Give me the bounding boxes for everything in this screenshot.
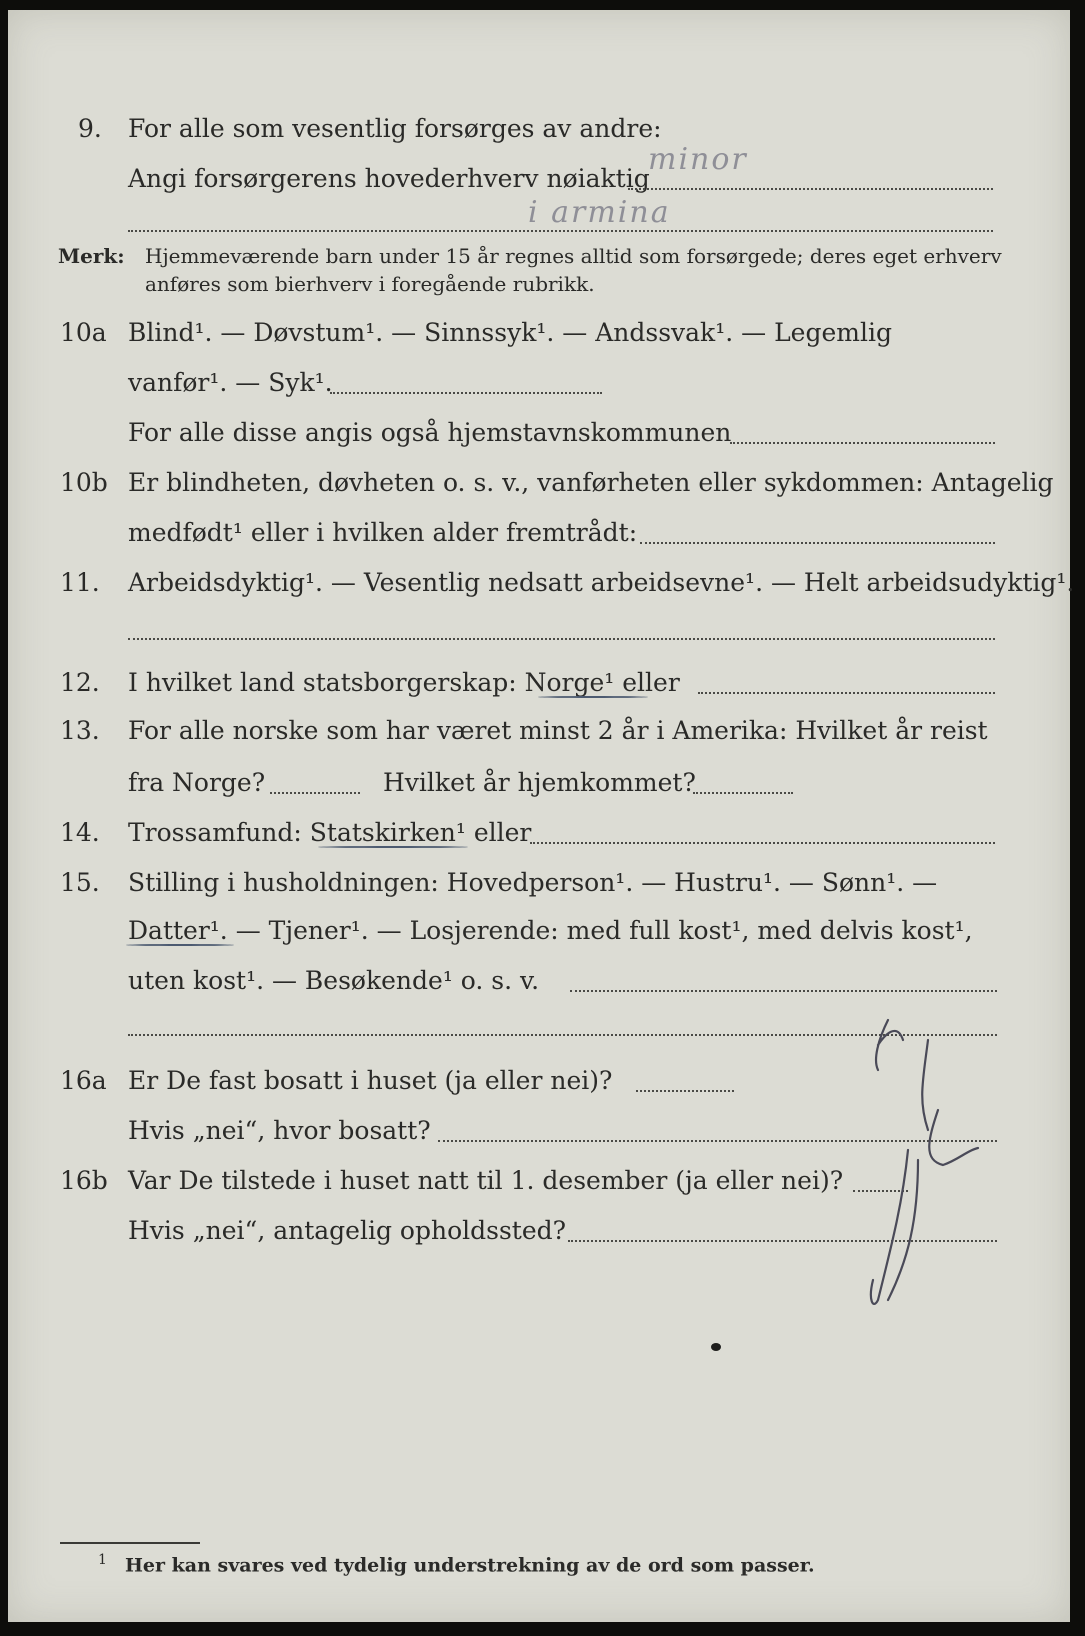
q14-answer-line[interactable] — [530, 842, 995, 844]
footnote — [98, 1552, 815, 1576]
q10b-answer-line[interactable] — [640, 542, 995, 544]
q15-text2: Datter¹. — Tjener¹. — Losjerende: med full kost¹, med delvis kost¹, — [128, 916, 973, 945]
footnote-rule — [60, 1542, 200, 1544]
q12-underline-mark — [538, 696, 648, 698]
footnote-text: Her kan svares ved tydelig understrekning av de ord som passer. — [124, 1554, 815, 1577]
q10b-number: 10b — [60, 468, 108, 497]
q12-number: 12. — [60, 668, 100, 697]
q9-line2 — [8, 158, 1070, 198]
q13-text2a: fra Norge? — [128, 768, 266, 797]
q13-text2b: Hvilket år hjemkommet? — [383, 768, 696, 797]
ink-dot — [711, 1343, 721, 1351]
q13-number: 13. — [60, 716, 100, 745]
q13-line1 — [8, 710, 1070, 750]
q10a-text2: vanfør¹. — Syk¹. — [128, 368, 333, 397]
q15-line3 — [8, 960, 1070, 1000]
q16a-answer-line[interactable] — [636, 1090, 734, 1092]
q9-number: 9. — [78, 114, 102, 143]
q11-line1 — [8, 562, 1075, 602]
q9-handwriting-2: i armina — [528, 195, 671, 230]
q16a-text1: Er De fast bosatt i huset (ja eller nei)? — [128, 1066, 613, 1095]
q10a-text3: For alle disse angis også hjemstavnskommunen — [128, 418, 732, 447]
q15-text3: uten kost¹. — Besøkende¹ o. s. v. — [128, 966, 540, 995]
q10a-answer-line[interactable] — [330, 392, 602, 394]
q9-line1 — [8, 108, 1070, 148]
footnote-mark: 1 — [98, 1552, 107, 1568]
q9-answer-line[interactable] — [628, 188, 993, 190]
census-form-page — [8, 10, 1075, 1622]
merk-line2 — [8, 266, 1070, 306]
q10b-line2 — [8, 512, 1070, 552]
q16a-text2: Hvis „nei“, hvor bosatt? — [128, 1116, 431, 1145]
q13-reist-answer-line[interactable] — [270, 792, 360, 794]
q9-handwriting-1: minor — [648, 142, 748, 177]
q9-text1: For alle som vesentlig forsørges av andre: — [128, 114, 662, 143]
q16b-text1: Var De tilstede i huset natt til 1. desember (ja eller nei)? — [128, 1166, 844, 1195]
q11-answer-line[interactable] — [128, 638, 995, 640]
q16b-text2: Hvis „nei“, antagelig opholdssted? — [128, 1216, 567, 1245]
q10a-line3 — [8, 412, 1070, 452]
q11-text1: Arbeidsdyktig¹. — Vesentlig nedsatt arbeidsevne¹. — Helt arbeidsudyktig¹. — [128, 568, 1075, 597]
q14-number: 14. — [60, 818, 100, 847]
q15-answer-line[interactable] — [570, 990, 997, 992]
q15-number: 15. — [60, 868, 100, 897]
q9-answer-line-2[interactable] — [128, 230, 993, 232]
q13-hjemkommet-answer-line[interactable] — [693, 792, 793, 794]
q10a-line2 — [8, 362, 1070, 402]
q16a-number: 16a — [60, 1066, 107, 1095]
q16b-number: 16b — [60, 1166, 108, 1195]
q13-text1: For alle norske som har været minst 2 år i Amerika: Hvilket år reist — [128, 716, 988, 745]
q9-text2: Angi forsørgerens hovederhverv nøiaktig — [128, 164, 650, 193]
q10a-line1 — [8, 312, 1070, 352]
q10b-text1: Er blindheten, døvheten o. s. v., vanførheten eller sykdommen: Antagelig — [128, 468, 1054, 497]
q11-number: 11. — [60, 568, 100, 597]
q10a-number: 10a — [60, 318, 107, 347]
handwritten-strokes-icon — [828, 1000, 988, 1320]
q10a-answer-line-2[interactable] — [730, 442, 995, 444]
merk-label: Merk: — [58, 244, 125, 268]
q10b-text2: medfødt¹ eller i hvilken alder fremtrådt: — [128, 518, 638, 547]
q15-underline-mark — [126, 944, 234, 946]
q12-answer-line[interactable] — [698, 692, 995, 694]
q14-text1: Trossamfund: Statskirken¹ eller — [128, 818, 532, 847]
q10b-line1 — [8, 462, 1070, 502]
q15-line1 — [8, 862, 1070, 902]
q14-line1 — [8, 812, 1070, 852]
merk-text1: Hjemmeværende barn under 15 år regnes alltid som forsørgede; deres eget erhverv — [145, 244, 1002, 268]
q15-text1: Stilling i husholdningen: Hovedperson¹. — Hustru¹. — Sønn¹. — — [128, 868, 938, 897]
q13-line2 — [8, 762, 1070, 802]
merk-text2: anføres som bierhverv i foregående rubrikk. — [145, 272, 595, 296]
q10a-text1: Blind¹. — Døvstum¹. — Sinnssyk¹. — Andssvak¹. — Legemlig — [128, 318, 892, 347]
q12-text1: I hvilket land statsborgerskap: Norge¹ eller — [128, 668, 680, 697]
q14-underline-mark — [318, 846, 468, 848]
